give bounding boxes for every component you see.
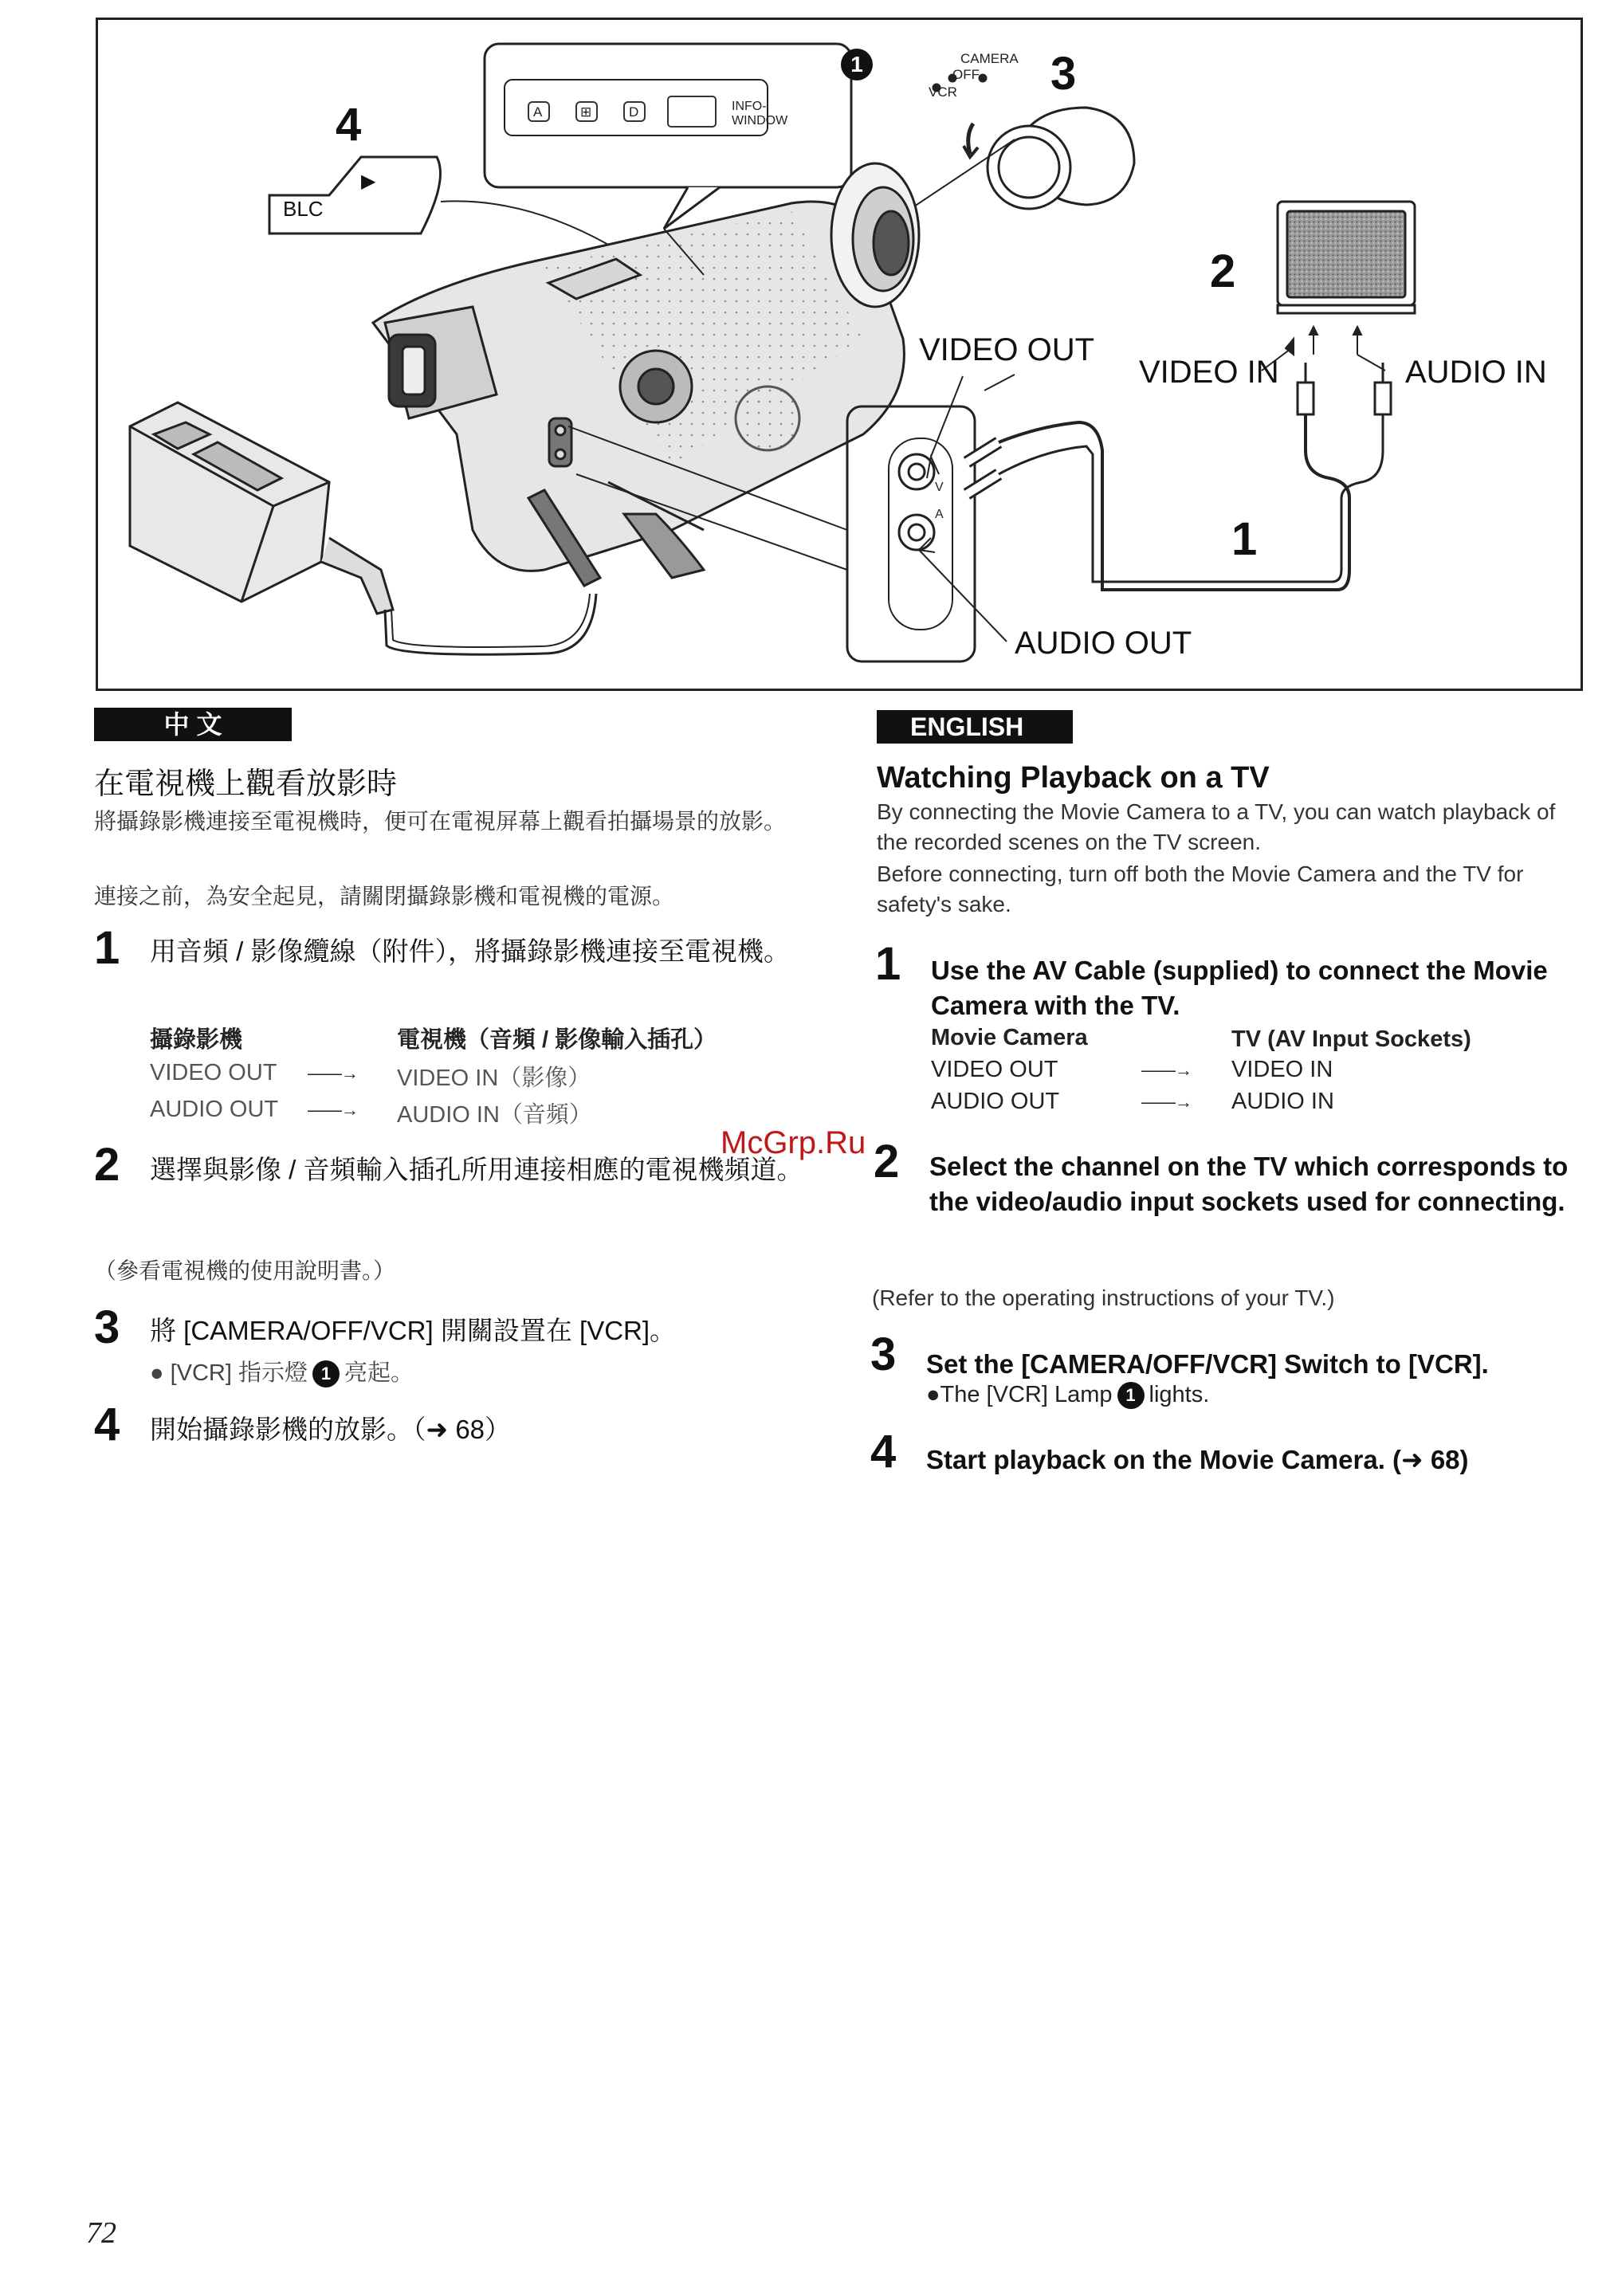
english-row-2-right: AUDIO IN: [1231, 1089, 1334, 1114]
english-intro-1: By connecting the Movie Camera to a TV, you can watch playback of the recorded scenes on the TV screen.: [877, 799, 1556, 854]
callout-number-1: 1: [841, 49, 873, 80]
chinese-row-2-right: AUDIO IN（音頻）: [397, 1102, 592, 1128]
chinese-table-head-left: 攝錄影機: [150, 1027, 243, 1053]
switch-camera-label: CAMERA: [960, 51, 1019, 66]
blc-label: BLC: [283, 197, 324, 221]
page-number: 72: [86, 2216, 116, 2250]
chinese-title: 在電視機上觀看放影時: [94, 767, 398, 801]
label-step-2: 2: [1210, 245, 1236, 297]
audio-in-label: AUDIO IN: [1405, 355, 1547, 390]
chinese-table-head-right: 電視機（音頻 / 影像輸入插孔）: [397, 1027, 717, 1053]
chinese-row-1-arrow: ——→: [308, 1063, 358, 1083]
english-row-1-right: VIDEO IN: [1231, 1057, 1333, 1082]
english-note: (Refer to the operating instructions of your TV.): [872, 1285, 1335, 1310]
video-in-label: VIDEO IN: [1139, 355, 1279, 390]
chinese-bullet-text-a: ● [VCR] 指示燈: [150, 1360, 308, 1386]
info-window-label: INFO- WINDOW: [732, 100, 788, 128]
tv-set: [1278, 202, 1415, 313]
english-step-1-text: Use the AV Cable (supplied) to connect the Movie Camera with the TV.: [931, 956, 1548, 1020]
chinese-step-2-number: 2: [94, 1139, 120, 1191]
chinese-step-4-number: 4: [94, 1399, 120, 1450]
chinese-bullet-text-b: 亮起。: [344, 1360, 414, 1386]
panel-key-a: A: [533, 104, 543, 120]
english-bullet-text-a: ●The [VCR] Lamp: [926, 1382, 1113, 1407]
chinese-step-1-text: 用音頻 / 影像纜線（附件），將攝錄影機連接至電視機。: [150, 936, 791, 966]
chinese-step-3-number: 3: [94, 1301, 120, 1353]
audio-out-label: AUDIO OUT: [1015, 626, 1192, 661]
english-step-2-number: 2: [874, 1136, 900, 1187]
english-row-2-left: AUDIO OUT: [931, 1089, 1060, 1114]
label-step-3: 3: [1050, 48, 1077, 100]
english-table-head-left: Movie Camera: [931, 1025, 1088, 1050]
av-cable: [967, 363, 1391, 590]
chinese-row-2-left: AUDIO OUT: [150, 1097, 279, 1122]
chinese-row-1-left: VIDEO OUT: [150, 1060, 277, 1085]
english-intro-2: Before connecting, turn off both the Movie Camera and the TV for safety's sake.: [877, 861, 1524, 916]
switch-off-label: OFF: [952, 67, 980, 82]
jack-a-label: A: [935, 508, 944, 521]
english-step-3-number: 3: [870, 1329, 897, 1380]
video-out-label: VIDEO OUT: [919, 332, 1095, 367]
english-row-1-left: VIDEO OUT: [931, 1057, 1058, 1082]
chinese-step-3-bullet: [150, 1355, 414, 1387]
chinese-row-2-arrow: ——→: [308, 1100, 358, 1120]
panel-key-mode: ⊞: [580, 104, 592, 120]
english-step-3-bullet: [926, 1382, 1209, 1409]
chinese-step-1-number: 1: [94, 922, 120, 974]
english-step-2-text: Select the channel on the TV which corresponds to the video/audio input sockets used for connecting.: [929, 1152, 1569, 1216]
english-row-1-arrow: ——→: [1141, 1060, 1192, 1080]
chinese-step-2-text: 選擇與影像 / 音頻輸入插孔所用連接相應的電視機頻道。: [150, 1155, 803, 1184]
chinese-section-tag: 中 文: [94, 708, 292, 741]
chinese-intro-2: 連接之前，為安全起見，請關閉攝錄影機和電視機的電源。: [94, 884, 675, 909]
chinese-step-4-text: 開始攝錄影機的放影。（➜ 68）: [150, 1415, 512, 1444]
english-section-tag: ENGLISH: [877, 710, 1073, 744]
english-table-head-right: TV (AV Input Sockets): [1231, 1026, 1471, 1052]
english-bullet-text-b: lights.: [1149, 1382, 1210, 1407]
play-icon: ▶: [361, 171, 376, 192]
diagram-drawing: [98, 20, 1585, 693]
chinese-intro-1: 將攝錄影機連接至電視機時，便可在電視屏幕上觀看拍攝場景的放影。: [94, 809, 787, 834]
vcr-lamp-icon-en: 1: [1117, 1382, 1145, 1409]
switch-vcr-label: VCR: [929, 84, 957, 100]
label-step-1: 1: [1231, 513, 1258, 565]
camcorder-body: [373, 163, 919, 578]
jack-v-label: V: [935, 481, 944, 494]
english-title: Watching Playback on a TV: [877, 761, 1270, 795]
vcr-lamp-icon: 1: [312, 1360, 340, 1387]
watermark: McGrp.Ru: [721, 1125, 866, 1160]
chinese-step-3-text: 將 [CAMERA/OFF/VCR] 開關設置在 [VCR]。: [150, 1316, 677, 1345]
english-step-4-number: 4: [870, 1426, 897, 1478]
english-row-2-arrow: ——→: [1141, 1092, 1192, 1112]
panel-keys: [528, 96, 716, 127]
connection-diagram: [96, 18, 1583, 691]
label-step-4: 4: [336, 99, 362, 151]
panel-key-d: D: [629, 104, 639, 120]
chinese-note: （參看電視機的使用說明書。）: [94, 1258, 396, 1283]
english-step-4-text: Start playback on the Movie Camera. (➜ 68): [926, 1445, 1469, 1474]
chinese-row-1-right: VIDEO IN（影像）: [397, 1066, 591, 1091]
english-step-3-text: Set the [CAMERA/OFF/VCR] Switch to [VCR].: [926, 1349, 1489, 1379]
english-step-1-number: 1: [875, 938, 901, 990]
info-panel-callout: [485, 44, 851, 229]
